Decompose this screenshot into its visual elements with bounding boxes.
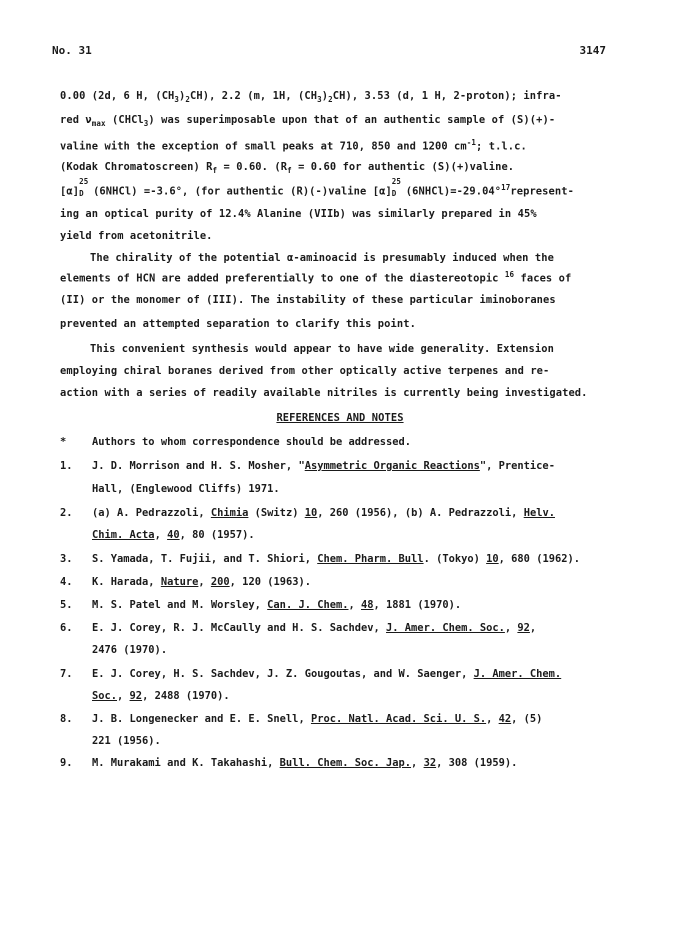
body-line: 0.00 (2d, 6 H, $(CH_3)_2CH$), 2.2 (m, 1H, $(CH_3)_2CH$), 3.53 (d, 1 H, 2-proton); infra- [60,90,562,105]
reference-number: 1. [60,460,73,472]
reference-number: 5. [60,599,73,611]
journal-issue: No. 31 [52,44,92,57]
reference-number: 7. [60,668,73,680]
reference-text: M. S. Patel and M. Worsley, Can. J. Chem., 48, 1881 (1970). [92,599,462,611]
reference-text: J. B. Longenecker and E. E. Snell, Proc. Natl. Acad. Sci. U. S., 42, (5) [92,713,543,725]
reference-text: E. J. Corey, H. S. Sachdev, J. Z. Gougoutas, and W. Saenger, J. Amer. Chem. [92,668,562,680]
body-line: valine with the exception of small peaks at 710, 850 and 1200 $cm^{-1}$; t.l.c. [60,138,527,153]
body-line: (Kodak Chromatoscreen) $R_f = 0.60$. ($R_f = 0.60$ for authentic (S)(+)valine. [60,161,515,176]
reference-text: M. Murakami and K. Takahashi, Bull. Chem. Soc. Jap., 32, 308 (1959). [92,757,518,769]
reference-number: 6. [60,622,73,634]
reference-text: Hall, (Englewood Cliffs) 1971. [92,483,280,495]
reference-text: Authors to whom correspondence should be addressed. [92,436,412,448]
body-line: elements of HCN are added preferentially to one of the diastereotopic $^{16}$ faces of [60,270,572,285]
body-line: action with a series of readily available nitriles is currently being investigated. [60,387,588,399]
reference-number: 3. [60,553,73,565]
body-line: ing an optical purity of 12.4% Alanine (VIIb) was similarly prepared in 45% [60,208,537,220]
page-number: 3147 [579,44,606,57]
body-line: employing chiral boranes derived from other optically active terpenes and re- [60,365,550,377]
reference-text: (a) A. Pedrazzoli, Chimia (Switz) 10, 260 (1956), (b) A. Pedrazzoli, Helv. [92,507,555,519]
body-line: prevented an attempted separation to clarify this point. [60,318,416,330]
reference-number: * [60,436,67,448]
references-heading: REFERENCES AND NOTES [276,412,404,424]
body-line: (II) or the monomer of (III). The instability of these particular iminoboranes [60,294,556,306]
body-line: yield from acetonitrile. [60,230,213,242]
reference-text: S. Yamada, T. Fujii, and T. Shiori, Chem. Pharm. Bull. (Tokyo) 10, 680 (1962). [92,553,580,565]
reference-text: Soc., 92, 2488 (1970). [92,690,230,702]
reference-text: 2476 (1970). [92,644,168,656]
reference-text: J. D. Morrison and H. S. Mosher, "Asymmetric Organic Reactions", Prentice- [92,460,555,472]
reference-text: Chim. Acta, 40, 80 (1957). [92,529,255,541]
reference-text: 221 (1956). [92,735,161,747]
reference-text: E. J. Corey, R. J. McCaully and H. S. Sachdev, J. Amer. Chem. Soc., 92, [92,622,537,634]
body-line: red $\nu_{max}$ (CHCl$_3$) was superimposable upon that of an authentic sample of (S)(+)- [60,114,556,129]
reference-number: 9. [60,757,73,769]
body-line: The chirality of the potential α-aminoacid is presumably induced when the [90,252,554,264]
reference-number: 8. [60,713,73,725]
body-line: [α] 25 D (6NHCl) =-3.6°, (for authentic (R)(-)valine [α] 25 D (6NHCl)=-29.04°$^{17}$represent- [60,177,574,199]
reference-text: K. Harada, Nature, 200, 120 (1963). [92,576,311,588]
reference-number: 4. [60,576,73,588]
reference-number: 2. [60,507,73,519]
body-line: This convenient synthesis would appear to have wide generality. Extension [90,343,554,355]
